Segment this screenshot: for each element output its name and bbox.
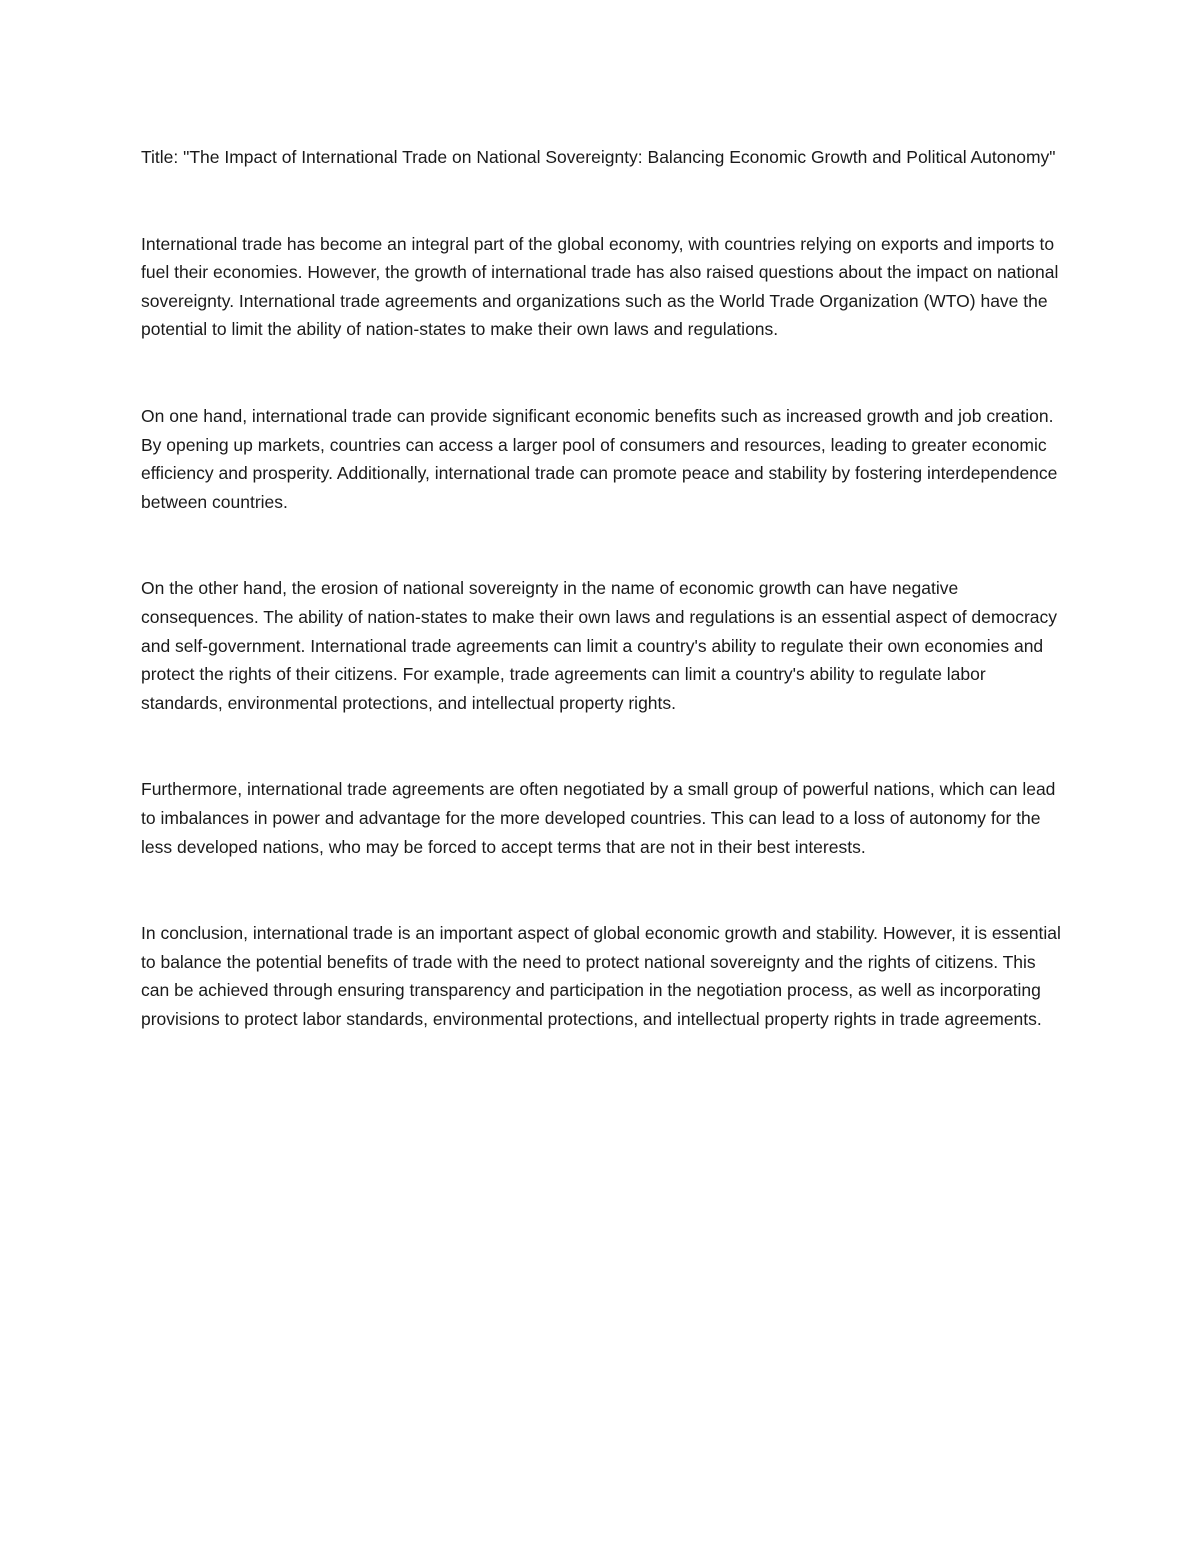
- paragraph-consequences: On the other hand, the erosion of national sovereignty in the name of economic growth can have negative consequences. The ability of nation-states to make their own laws and regulations is an essential aspect of democracy and self-government. International trade agreements can limit a country's ability to regulate their own economies and protect the rights of their citizens. For example, trade agreements can limit a country's ability to regulate labor standards, environmental protections, and intellectual property rights.: [141, 578, 1058, 713]
- paragraph-benefits: On one hand, international trade can provide significant economic benefits such as increased growth and job creation. By opening up markets, countries can access a larger pool of consumers and resources, leading to greater economic efficiency and prosperity. Additionally, international trade can promote peace and stability by fostering interdependence between countries.: [141, 405, 1058, 512]
- document-title: Title: "The Impact of International Trade on National Sovereignty: Balancing Economic Growth and Political Autonomy": [141, 147, 1056, 167]
- paragraph-introduction: International trade has become an integral part of the global economy, with countries relying on exports and imports to fuel their economies. However, the growth of international trade has also raised questions about the impact on national sovereignty. International trade agreements and organizations such as the World Trade Organization (WTO) have the potential to limit the ability of nation-states to make their own laws and regulations.: [141, 233, 1059, 340]
- document-body: [141, 143, 1066, 1033]
- paragraph-imbalances: Furthermore, international trade agreements are often negotiated by a small group of powerful nations, which can lead to imbalances in power and advantage for the more developed countries. This can lead to a loss of autonomy for the less developed nations, who may be forced to accept terms that are not in their best interests.: [141, 779, 1056, 857]
- paragraph-conclusion: In conclusion, international trade is an important aspect of global economic growth and stability. However, it is essential to balance the potential benefits of trade with the need to protect national sovereignty and the rights of citizens. This can be achieved through ensuring transparency and participation in the negotiation process, as well as incorporating provisions to protect labor standards, environmental protections, and intellectual property rights in trade agreements.: [141, 923, 1061, 1029]
